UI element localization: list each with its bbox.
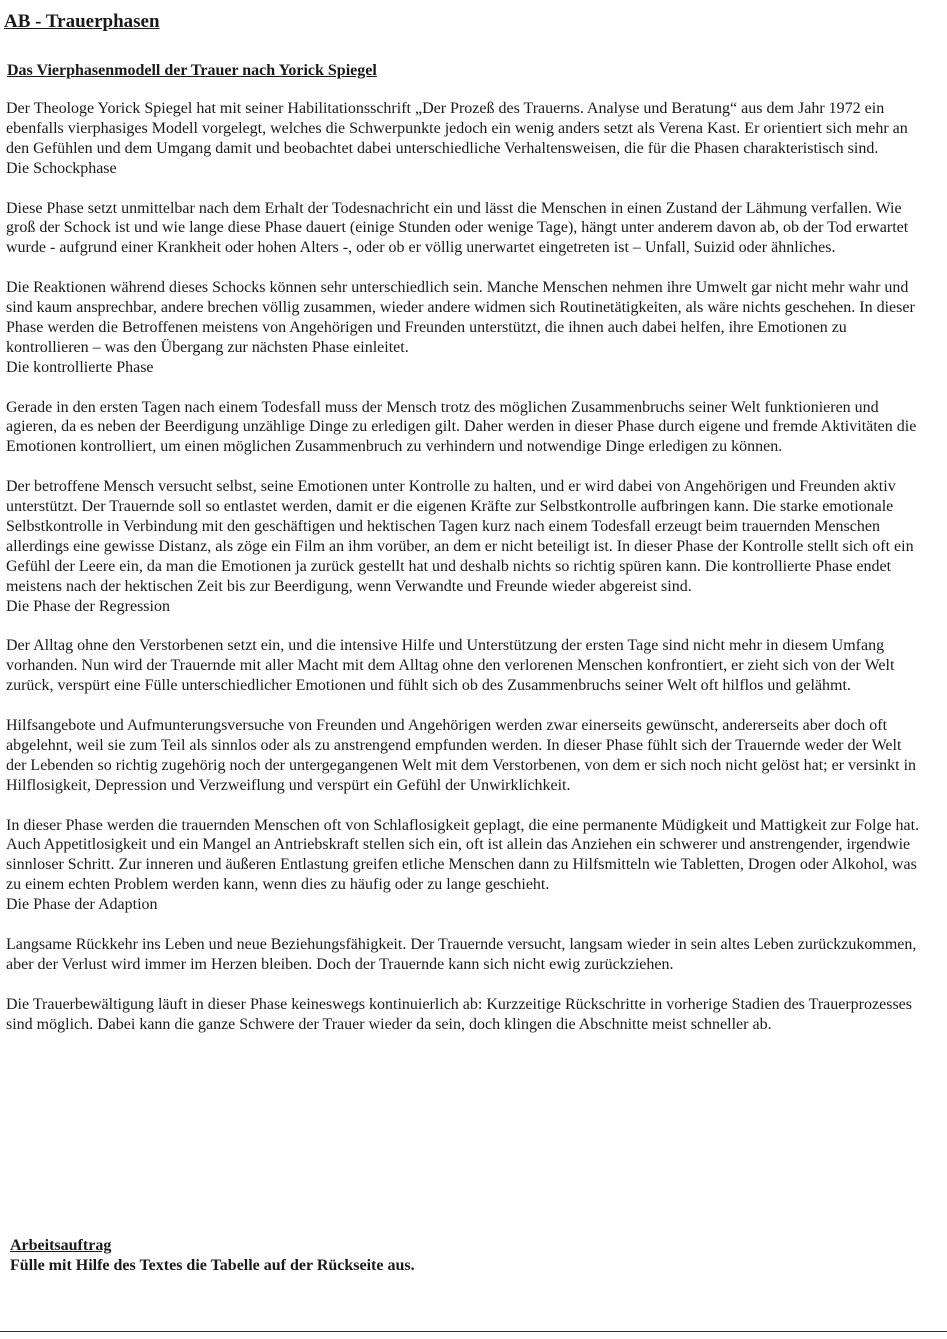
body-paragraph: Der Alltag ohne den Verstorbenen setzt ein, und die intensive Hilfe und Unterstützung der ersten Tage sind nicht mehr in diesem Umfang vorhanden. Nun wird der Trauernde mit aller Macht mit dem Alltag ohne den verlorenen Menschen konfrontiert, er zieht sich von der Welt zurück, verspürt eine Fülle unterschiedlicher Emotionen und fühlt sich ob des Zusammenbruchs seiner Welt oft hilflos und gelähmt.: [6, 637, 895, 695]
phase-heading-adaption: Die Phase der Adaption: [6, 896, 158, 914]
body-paragraph: In dieser Phase werden die trauernden Menschen oft von Schlaflosigkeit geplagt, die eine permanente Müdigkeit und Mattigkeit zur Folge hat. Auch Appetitlosigkeit und ein Mangel an Antriebskraft stellen sich ein, oft ist allein das Anziehen ein schwerer und anstrengender, irgendwie sinnloser Schritt. Zur inneren und äußeren Entlastung greifen etliche Menschen dann zu Hilfsmitteln wie Tabletten, Drogen oder Alkohol, was zu einem echten Problem werden kann, wenn dies zu häufig oder zu lange geschieht.: [6, 816, 920, 894]
body-paragraph: Diese Phase setzt unmittelbar nach dem Erhalt der Todesnachricht ein und lässt die Menschen in einen Zustand der Lähmung verfallen. Wie groß der Schock ist und wie lange diese Phase dauert (einige Stunden oder wenige Tage), hängt unter anderem davon ab, ob der Tod erwartet wurde - aufgrund einer Krankheit oder hohen Alters -, oder ob er völlig unerwartet eingetreten ist – Unfall, Suizid oder ähnliches.: [6, 199, 909, 257]
document-body: [6, 99, 924, 1034]
intro-paragraph: Der Theologe Yorick Spiegel hat mit seiner Habilitationsschrift „Der Prozeß des Trauerns. Analyse und Beratung“ aus dem Jahr 1972 ein ebenfalls vierphasiges Modell vorgelegt, welches die Schwerpunkte jedoch ein wenig anders setzt als Verena Kast. Er orientiert sich mehr an den Gefühlen und dem Umgang damit und beobachtet dabei unterschiedliche Verhaltensweisen, die für die Phasen charakteristisch sind.: [6, 100, 908, 157]
phase-heading-regression: Die Phase der Regression: [6, 597, 170, 615]
task-section: [10, 1236, 415, 1276]
body-paragraph: Hilfsangebote und Aufmunterungsversuche von Freunden und Angehörigen werden zwar einerseits gewünscht, andererseits aber doch oft abgelehnt, weil sie zum Teil als sinnlos oder als zu anstrengend empfunden werden. In dieser Phase fühlt sich der Trauernde weder der Welt der Lebenden so richtig zugehörig noch der untergegangenen Welt mit dem Verstorbenen, von dem er sich noch nicht gelöst hat; er versinkt in Hilflosigkeit, Depression und Verzweiflung und verspürt ein Gefühl der Unwirklichkeit.: [6, 717, 917, 794]
paragraph-spacer: [6, 915, 924, 935]
body-paragraph: Langsame Rückkehr ins Leben und neue Beziehungsfähigkeit. Der Trauernde versucht, langsam wieder in sein altes Leben zurückzukommen, aber der Verlust wird immer im Herzen bleiben. Doch der Trauernde kann sich nicht ewig zurückziehen.: [6, 935, 917, 973]
document-title: AB - Trauerphasen: [4, 11, 160, 32]
paragraph-spacer: [6, 617, 924, 637]
paragraph-spacer: [6, 796, 924, 816]
body-paragraph: Die Reaktionen während dieses Schocks können sehr unterschiedlich sein. Manche Menschen nehmen ihre Umwelt gar nicht mehr wahr und sind kaum ansprechbar, andere brechen völlig zusammen, wieder andere widmen sich Routinetätigkeiten, als wäre nichts geschehen. In dieser Phase werden die Betroffenen meistens von Angehörigen und Freunden unterstützt, die ihnen auch dabei helfen, ihre Emotionen zu kontrollieren – was den Übergang zur nächsten Phase einleitet.: [6, 279, 915, 356]
body-paragraph: Gerade in den ersten Tagen nach einem Todesfall muss der Mensch trotz des möglichen Zusammenbruchs seiner Welt funktionieren und agieren, da es neben der Beerdigung unzählige Dinge zu erledigen gilt. Daher werden in dieser Phase durch eigene und fremde Aktivitäten die Emotionen kontrolliert, um einen möglichen Zusammenbruch zu verhindern und notwendige Dinge erledigen zu können.: [6, 398, 917, 456]
paragraph-spacer: [6, 975, 924, 995]
page-bottom-divider: [0, 1331, 947, 1332]
paragraph-spacer: [6, 258, 924, 278]
phase-heading-shock: Die Schockphase: [6, 159, 117, 177]
body-paragraph: Die Trauerbewältigung läuft in dieser Phase keineswegs kontinuierlich ab: Kurzzeitige Rückschritte in vorherige Stadien des Trauerprozesses sind möglich. Dabei kann die ganze Schwere der Trauer wieder da sein, doch klingen die Abschnitte meist schneller ab.: [6, 995, 912, 1033]
task-instruction: Fülle mit Hilfe des Textes die Tabelle auf der Rückseite aus.: [10, 1257, 415, 1274]
paragraph-spacer: [6, 179, 924, 199]
document-subtitle: Das Vierphasenmodell der Trauer nach Yorick Spiegel: [7, 62, 377, 79]
body-paragraph: Der betroffene Mensch versucht selbst, seine Emotionen unter Kontrolle zu halten, und er wird dabei von Angehörigen und Freunden aktiv unterstützt. Der Trauernde soll so entlastet werden, damit er die eigenen Kräfte zur Selbstkontrolle aufbringen kann. Die starke emotionale Selbstkontrolle in Verbindung mit den geschäftigen und hektischen Tagen kurz nach einem Todesfall erzeugt beim trauernden Menschen allerdings eine gewisse Distanz, als zöge ein Film an ihm vorüber, an dem er nicht beteiligt ist. In dieser Phase der Kontrolle stellt sich oft ein Gefühl der Leere ein, da man die Emotionen ja zurück gestellt hat und deshalb nichts so richtig spüren kann. Die kontrollierte Phase endet meistens nach der hektischen Zeit bis zur Beerdigung, wenn Verwandte und Freunde wieder abgereist sind.: [6, 478, 914, 595]
paragraph-spacer: [6, 378, 924, 398]
paragraph-spacer: [6, 696, 924, 716]
paragraph-spacer: [6, 457, 924, 477]
phase-heading-controlled: Die kontrollierte Phase: [6, 358, 154, 376]
task-heading: Arbeitsauftrag: [10, 1237, 112, 1254]
